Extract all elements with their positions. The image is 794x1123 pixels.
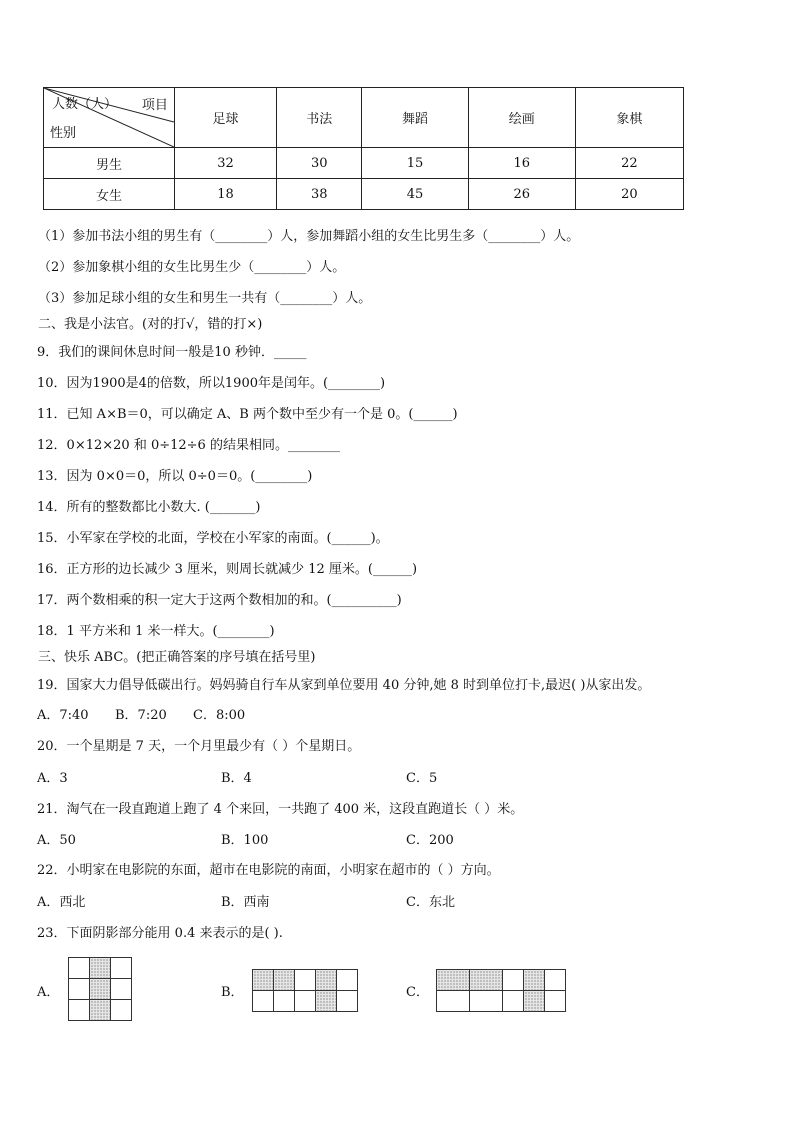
table-corner-cell	[44, 88, 175, 148]
grid-option-b	[252, 969, 358, 1012]
grid-cell	[295, 970, 316, 991]
grid-cell	[69, 958, 90, 979]
option-19b: B．7:20	[115, 708, 167, 723]
table-question-2: （2）参加象棋小组的女生比男生少（________）人。	[38, 260, 346, 275]
grid-cell-shaded	[524, 991, 545, 1012]
question-15: 15．小军家在学校的北面，学校在小军家的南面。(______)。	[37, 531, 389, 546]
question-21: 21．淘气在一段直跑道上跑了 4 个来回，一共跑了 400 米，这段直跑道长（ ）米。	[37, 802, 524, 817]
question-23: 23．下面阴影部分能用 0.4 来表示的是( ).	[37, 926, 283, 941]
grid-cell-shaded	[90, 1000, 111, 1021]
grid-cell	[253, 991, 274, 1012]
corner-item-label: 项目	[141, 98, 168, 113]
table-cell: 15	[362, 148, 468, 179]
option-19c: C．8:00	[193, 708, 246, 723]
table-question-3: （3）参加足球小组的女生和男生一共有（________）人。	[38, 291, 372, 306]
question-10: 10．因为1900是4的倍数，所以1900年是闰年。(________)	[37, 376, 386, 391]
grid-cell-shaded	[253, 970, 274, 991]
row-label: 女生	[44, 179, 175, 210]
table-cell: 38	[277, 179, 362, 210]
table-row	[44, 179, 684, 210]
table-cell: 18	[174, 179, 276, 210]
question-22: 22．小明家在电影院的东面，超市在电影院的南面，小明家在超市的（ ）方向。	[37, 863, 500, 878]
grid-cell	[69, 979, 90, 1000]
table-cell: 30	[277, 148, 362, 179]
option-23a: A．	[37, 985, 60, 1000]
option-23c: C．	[406, 985, 429, 1000]
grid-cell-shaded	[274, 970, 295, 991]
question-20: 20．一个星期是 7 天，一个月里最少有（ ）个星期日。	[37, 739, 361, 754]
grid-cell	[503, 970, 524, 991]
table-cell: 26	[468, 179, 575, 210]
grid-cell	[337, 970, 358, 991]
grid-cell-shaded	[470, 970, 503, 991]
column-header: 象棋	[575, 88, 683, 148]
grid-cell	[69, 1000, 90, 1021]
table-cell: 45	[362, 179, 468, 210]
option-20b: B．4	[221, 771, 252, 786]
table-cell: 16	[468, 148, 575, 179]
question-9: 9．我们的课间休息时间一般是10 秒钟．_____	[37, 345, 307, 360]
option-22c: C．东北	[406, 895, 455, 910]
option-23b: B．	[221, 985, 244, 1000]
option-19a: A．7:40	[37, 708, 89, 723]
grid-cell	[470, 991, 503, 1012]
column-header: 舞蹈	[362, 88, 468, 148]
grid-cell-shaded	[316, 991, 337, 1012]
table-row	[44, 148, 684, 179]
option-22a: A．西北	[37, 895, 86, 910]
column-header: 绘画	[468, 88, 575, 148]
grid-cell	[274, 991, 295, 1012]
grid-cell	[503, 991, 524, 1012]
grid-cell-shaded	[90, 958, 111, 979]
option-21b: B．100	[221, 833, 269, 848]
question-19: 19．国家大力倡导低碳出行。妈妈骑自行车从家到单位要用 40 分钟,她 8 时到单位打卡,最迟( )从家出发。	[37, 678, 651, 693]
option-21c: C．200	[406, 833, 454, 848]
grid-cell-shaded	[437, 970, 470, 991]
table-cell: 20	[575, 179, 683, 210]
grid-cell-shaded	[316, 970, 337, 991]
corner-count-label: 人数（人）	[52, 97, 118, 112]
grid-cell-shaded	[90, 979, 111, 1000]
question-14: 14．所有的整数都比小数大. (_______)	[37, 500, 261, 515]
question-11: 11．已知 A×B＝0，可以确定 A、B 两个数中至少有一个是 0。(______)	[37, 407, 458, 422]
grid-cell	[545, 970, 566, 991]
question-18: 18．1 平方米和 1 米一样大。(________)	[37, 624, 275, 639]
option-21a: A．50	[37, 833, 76, 848]
grid-cell	[295, 991, 316, 1012]
column-header: 书法	[277, 88, 362, 148]
table-question-1: （1）参加书法小组的男生有（________）人，参加舞蹈小组的女生比男生多（________）人。	[38, 229, 580, 244]
table-header-row	[44, 88, 684, 148]
question-13: 13．因为 0×0＝0，所以 0÷0＝0。(________)	[37, 469, 313, 484]
grid-cell	[111, 958, 132, 979]
option-20c: C．5	[406, 771, 438, 786]
section-2-title: 二、我是小法官。(对的打√，错的打×)	[38, 317, 263, 332]
option-20a: A．3	[37, 771, 68, 786]
row-label: 男生	[44, 148, 175, 179]
question-17: 17．两个数相乘的积一定大于这两个数相加的和。(__________)	[37, 593, 402, 608]
table-cell: 22	[575, 148, 683, 179]
corner-gender-label: 性别	[50, 126, 77, 141]
grid-cell	[111, 979, 132, 1000]
table-cell: 32	[174, 148, 276, 179]
option-22b: B．西南	[221, 895, 270, 910]
grid-cell	[111, 1000, 132, 1021]
grid-option-a	[68, 957, 132, 1021]
grid-option-c	[436, 969, 566, 1012]
question-12: 12．0×12×20 和 0÷12÷6 的结果相同。________	[37, 438, 340, 453]
question-16: 16．正方形的边长减少 3 厘米，则周长就减少 12 厘米。(______)	[37, 562, 418, 577]
interest-group-table	[43, 87, 684, 210]
grid-cell	[337, 991, 358, 1012]
section-3-title: 三、快乐 ABC。(把正确答案的序号填在括号里)	[38, 650, 316, 665]
column-header: 足球	[174, 88, 276, 148]
grid-cell	[545, 991, 566, 1012]
grid-cell-shaded	[524, 970, 545, 991]
grid-cell	[437, 991, 470, 1012]
